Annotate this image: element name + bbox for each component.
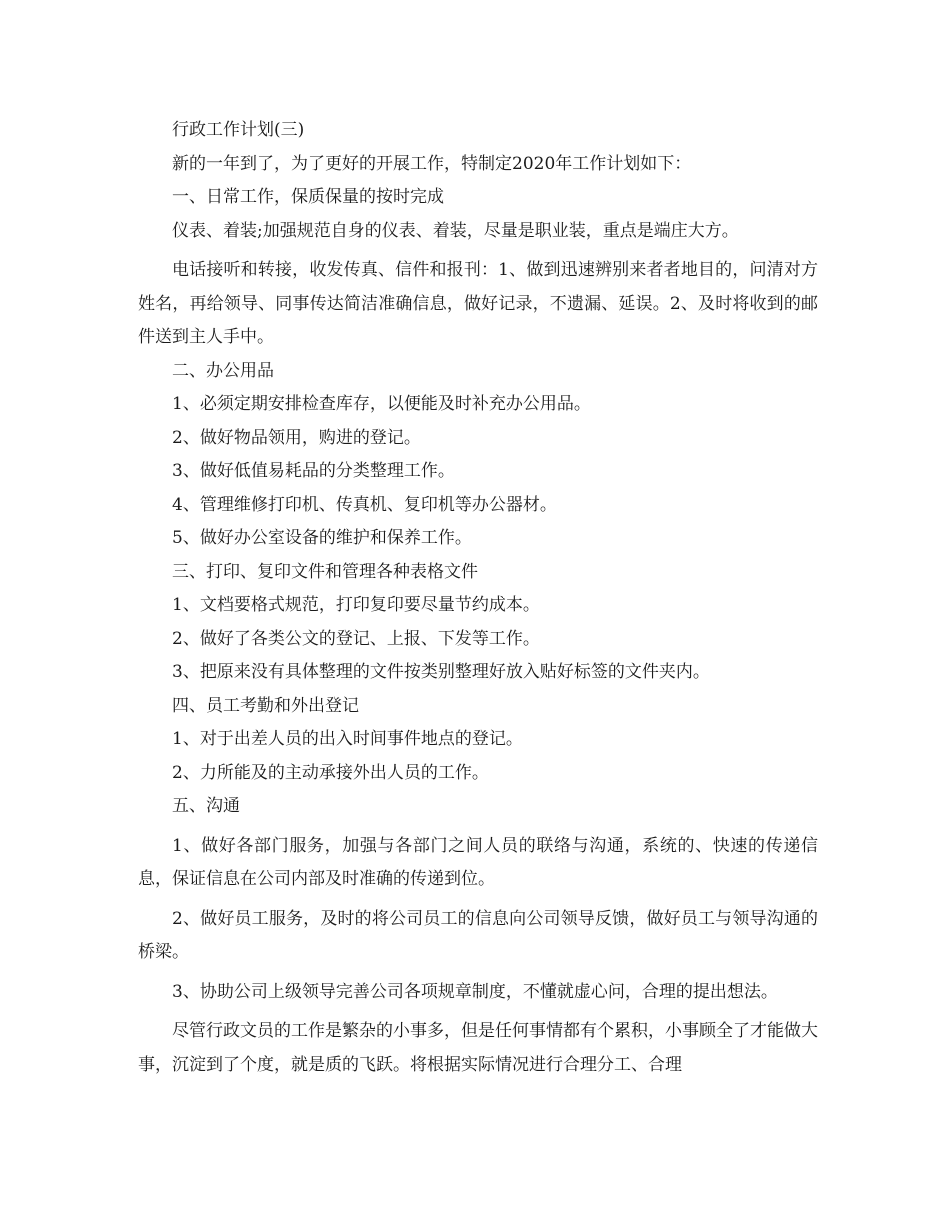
section-heading-1: 一、日常工作，保质保量的按时完成 — [172, 187, 444, 207]
paragraph: 仪表、着装;加强规范自身的仪表、着装，尽量是职业装，重点是端庄大方。 — [172, 220, 739, 241]
document-body — [138, 114, 818, 1082]
section-heading-3: 三、打印、复印文件和管理各种表格文件 — [172, 561, 478, 582]
section-heading-4: 四、员工考勤和外出登记 — [172, 695, 359, 716]
closing-paragraph: 尽管行政文员的工作是繁杂的小事多，但是任何事情都有个累积，小事顾全了才能做大事，沉淀到了个度，就是质的飞跃。将根据实际情况进行合理分工、合理 — [138, 1021, 818, 1075]
list-item: 2、做好员工服务，及时的将公司员工的信息向公司领导反馈，做好员工与领导沟通的桥梁。 — [138, 908, 818, 962]
paragraph: 电话接听和转接，收发传真、信件和报刊：1、做到迅速辨别来者者地目的，问清对方姓名，再给领导、同事传达简洁准确信息，做好记录，不遗漏、延误。2、及时将收到的邮件送到主人手中。 — [138, 260, 818, 347]
list-item: 4、管理维修打印机、传真机、复印机等办公器材。 — [172, 494, 557, 515]
list-item: 1、对于出差人员的出入时间事件地点的登记。 — [172, 729, 523, 749]
list-item: 1、做好各部门服务，加强与各部门之间人员的联络与沟通，系统的、快速的传递信息，保证信息在公司内部及时准确的传递到位。 — [138, 835, 818, 889]
list-item: 2、做好物品领用，购进的登记。 — [172, 427, 421, 448]
section-heading-5: 五、沟通 — [172, 796, 240, 816]
list-item: 2、做好了各类公文的登记、上报、下发等工作。 — [172, 628, 540, 649]
list-item: 2、力所能及的主动承接外出人员的工作。 — [172, 762, 489, 783]
list-item: 3、把原来没有具体整理的文件按类别整理好放入贴好标签的文件夹内。 — [172, 662, 710, 682]
section-heading-2: 二、办公用品 — [172, 360, 274, 381]
document-title: 行政工作计划(三) — [172, 120, 305, 140]
list-item: 3、做好低值易耗品的分类整理工作。 — [172, 461, 455, 481]
list-item: 1、必须定期安排检查库存，以便能及时补充办公用品。 — [172, 394, 591, 414]
list-item: 1、文档要格式规范，打印复印要尽量节约成本。 — [172, 595, 540, 615]
intro-paragraph: 新的一年到了，为了更好的开展工作，特制定2020年工作计划如下： — [172, 153, 692, 174]
list-item: 3、协助公司上级领导完善公司各项规章制度，不懂就虚心问，合理的提出想法。 — [172, 981, 778, 1002]
list-item: 5、做好办公室设备的维护和保养工作。 — [172, 528, 472, 548]
